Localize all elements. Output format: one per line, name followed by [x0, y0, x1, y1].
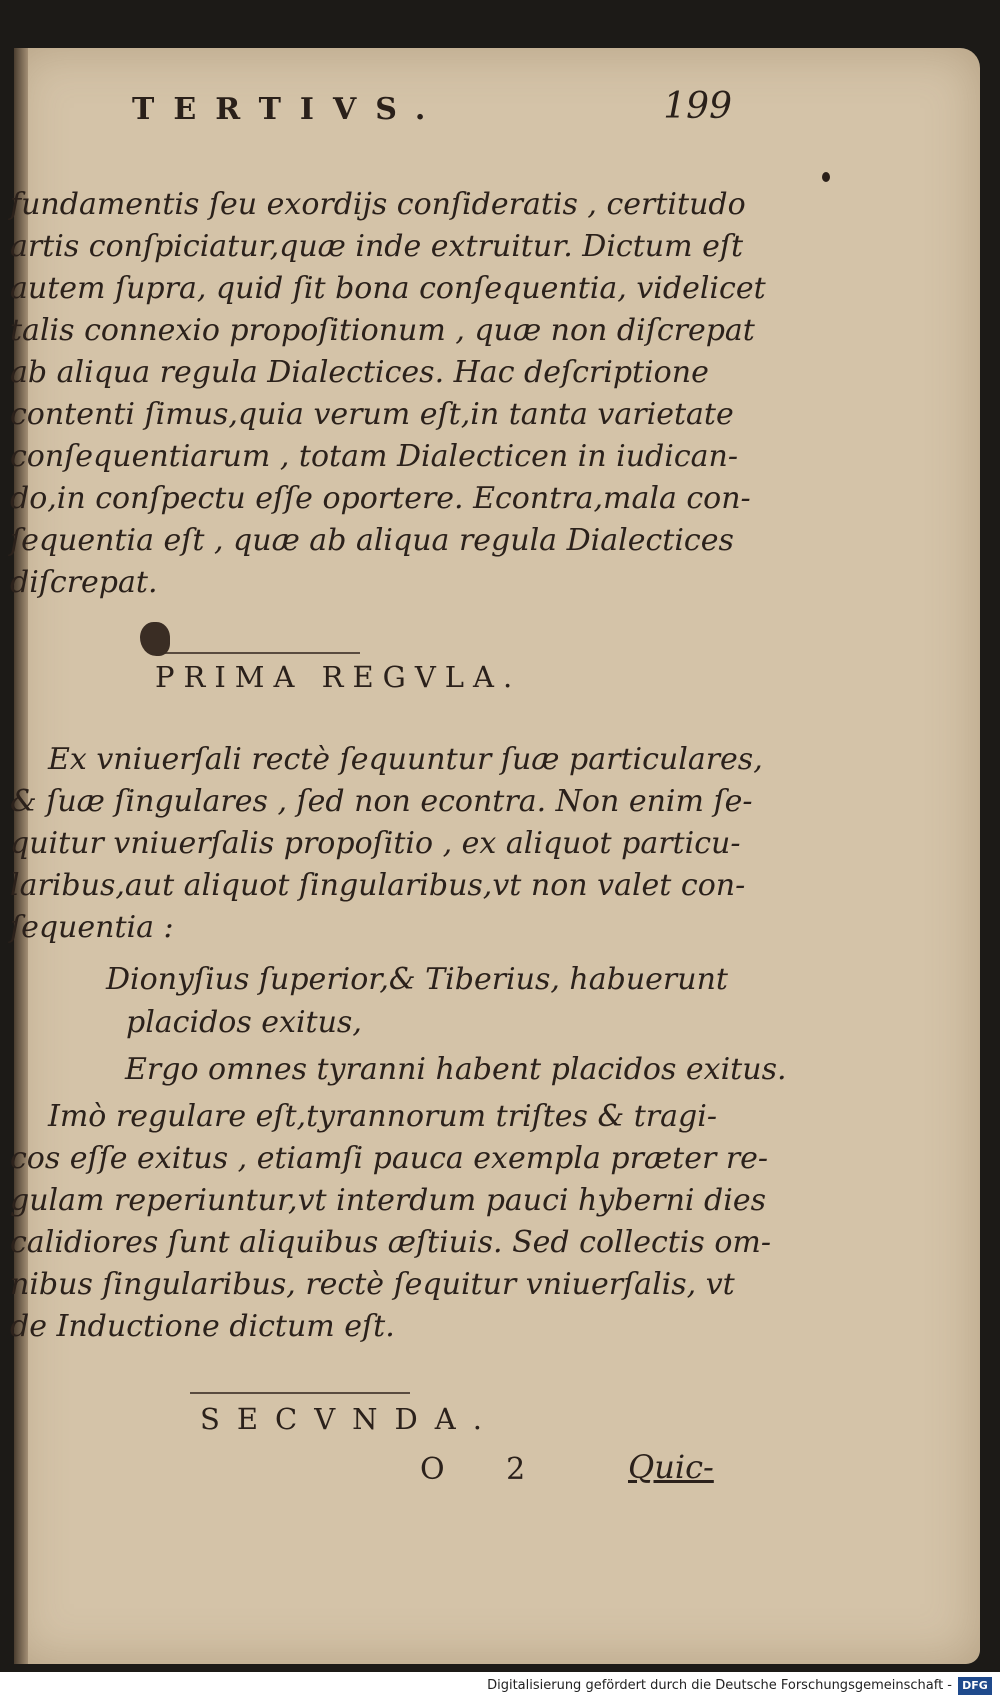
text-line: contenti ſimus,quia verum eſt,in tanta varietate — [10, 397, 734, 432]
text-line: laribus,aut aliquot ſingularibus,vt non valet con- — [10, 868, 746, 903]
ink-speck — [822, 172, 830, 182]
text-line: conſequentiarum , totam Dialecticen in iudican- — [10, 439, 738, 474]
text-line: quitur vniuerſalis propoſitio , ex aliquot particu- — [10, 826, 741, 861]
text-line: Ergo omnes tyranni habent placidos exitus. — [125, 1052, 787, 1087]
text-line: Imò regulare eſt,tyrannorum triſtes & tragi- — [48, 1099, 717, 1134]
text-line: placidos exitus, — [126, 1005, 362, 1040]
running-head: TERTIVS. — [132, 92, 445, 127]
heading-rule-2 — [190, 1392, 410, 1394]
text-line: calidiores ſunt aliquibus æſtiuis. Sed collectis om- — [10, 1225, 771, 1260]
text-line: do,in conſpectu eſſe oportere. Econtra,mala con- — [10, 481, 751, 516]
catchword: Quic- — [628, 1448, 714, 1486]
text-line: Dionyſius ſuperior,& Tiberius, habuerunt — [106, 962, 728, 997]
text-line: autem ſupra, quid ſit bona conſequentia, videlicet — [10, 271, 766, 306]
text-line: & ſuæ ſingulares , ſed non econtra. Non enim ſe- — [10, 784, 753, 819]
text-line: ab aliqua regula Dialectices. Hac deſcriptione — [10, 355, 709, 390]
page-header — [132, 84, 732, 134]
text-line: ſequentia : — [10, 910, 174, 945]
text-line: nibus ſingularibus, rectè ſequitur vniuerſalis, vt — [10, 1267, 735, 1302]
signature-mark: O 2 — [420, 1452, 552, 1487]
text-line: de Inductione dictum eſt. — [10, 1309, 395, 1344]
text-line: cos eſſe exitus , etiamſi pauca exempla præter re- — [10, 1141, 769, 1176]
page-number: 199 — [663, 86, 732, 127]
footer-bar — [0, 1672, 1000, 1700]
text-line: gulam reperiuntur,vt interdum pauci hyberni dies — [10, 1183, 767, 1218]
heading-prima-regula: PRIMA REGVLA. — [155, 660, 522, 694]
text-line: ſequentia eſt , quæ ab aliqua regula Dialectices — [10, 523, 734, 558]
text-line: diſcrepat. — [10, 565, 158, 600]
text-line: artis conſpiciatur,quæ inde extruitur. Dictum eſt — [10, 229, 744, 264]
ornament-mark — [140, 622, 170, 656]
heading-secunda: SECVNDA. — [200, 1402, 499, 1436]
text-line: fundamentis ſeu exordijs conſideratis , certitudo — [10, 187, 746, 222]
text-line: Ex vniuerſali rectè ſequuntur ſuæ particulares, — [48, 742, 763, 777]
heading-rule-1 — [150, 652, 360, 654]
text-line: talis connexio propoſitionum , quæ non diſcrepat — [10, 313, 755, 348]
dfg-logo: DFG — [958, 1677, 992, 1695]
footer-credit: Digitalisierung gefördert durch die Deutsche Forschungsgemeinschaft - — [487, 1678, 952, 1693]
